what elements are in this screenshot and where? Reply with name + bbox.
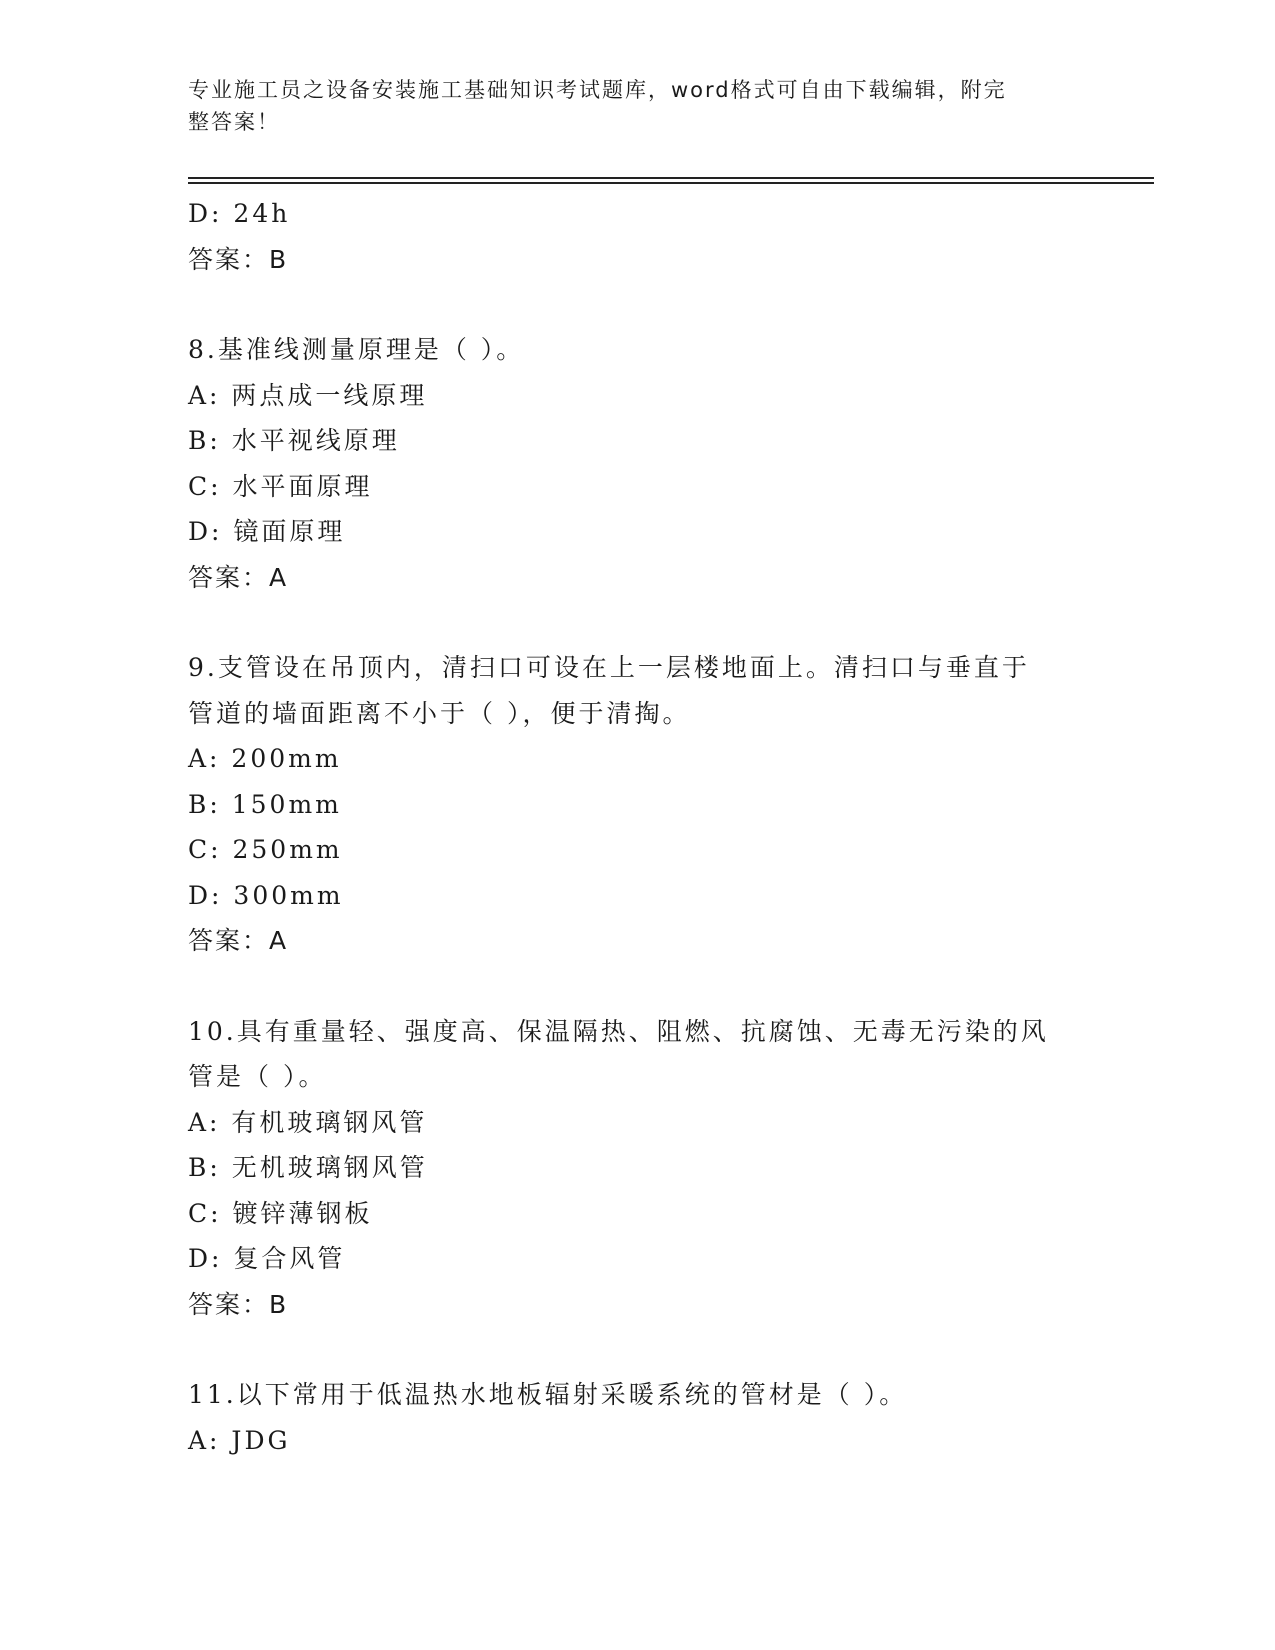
option-d: D: 镜面原理 (188, 517, 346, 546)
question-stem: 11.以下常用于低温热水地板辐射采暖系统的管材是（ ）。 (188, 1380, 908, 1409)
option-c: C: 250mm (188, 835, 343, 864)
question-stem: 8.基准线测量原理是（ ）。 (188, 335, 525, 364)
spacer (188, 600, 1088, 645)
answer: 答案：A (188, 926, 289, 955)
option-d: D: 复合风管 (188, 1244, 346, 1273)
question-block (188, 645, 1088, 964)
prev-answer: 答案：B (188, 244, 289, 274)
question-stem: 10.具有重量轻、强度高、保温隔热、阻燃、抗腐蚀、无毒无污染的风 (188, 1016, 1049, 1046)
option-a: A: 两点成一线原理 (188, 380, 428, 410)
header-line-1: 专业施工员之设备安装施工基础知识考试题库，word格式可自由下载编辑，附完 (188, 78, 1007, 102)
spacer (188, 1327, 1088, 1372)
question-block (188, 1372, 1088, 1463)
header-line-2: 整答案！ (188, 110, 280, 134)
option-c: C: 水平面原理 (188, 471, 373, 501)
option-a: A: 200mm (188, 744, 342, 773)
option-d: D: 300mm (188, 880, 344, 910)
question-block (188, 327, 1088, 600)
question-stem: 9.支管设在吊顶内，清扫口可设在上一层楼地面上。清扫口与垂直于 (188, 653, 1030, 682)
option-b: B: 150mm (188, 789, 342, 819)
spacer (188, 964, 1088, 1009)
question-block (188, 1009, 1088, 1328)
question-stem-continued: 管道的墙面距离不小于（ ），便于清掏。 (188, 698, 691, 728)
spacer (188, 282, 1088, 327)
header-divider-bottom (188, 182, 1154, 184)
option-a: A: 有机玻璃钢风管 (188, 1107, 428, 1137)
question-stem-continued: 管是（ ）。 (188, 1062, 327, 1091)
prev-option-d: D: 24h (188, 199, 291, 228)
question-list (188, 191, 1088, 1463)
option-a: A: JDG (188, 1425, 291, 1455)
answer: 答案：B (188, 1289, 289, 1319)
option-b: B: 水平视线原理 (188, 426, 400, 455)
option-c: C: 镀锌薄钢板 (188, 1198, 373, 1228)
answer: 答案：A (188, 562, 289, 592)
option-b: B: 无机玻璃钢风管 (188, 1153, 428, 1182)
document-header (188, 74, 1068, 138)
header-divider-top (188, 177, 1154, 179)
